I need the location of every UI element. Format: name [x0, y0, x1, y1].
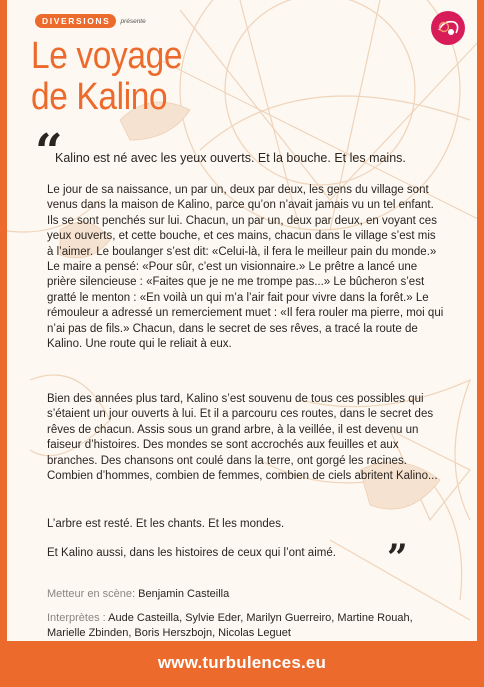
footer-bar [0, 641, 484, 687]
right-accent-bar [477, 0, 484, 687]
brand-header [35, 14, 146, 28]
left-accent-bar [0, 0, 7, 687]
director-credit [47, 587, 447, 602]
close-quote-icon: ” [387, 537, 408, 579]
director-label: Metteur en scène: [47, 588, 136, 600]
paragraph-2: Bien des années plus tard, Kalino s’est souvenu de tous ces possibles qui s’étaient un jour ouverts à lui. Et il a parcouru ces routes, dans le secret des rêves de chacun. Assis sous un grand arbre, à la veillée, il est devenu un faiseur d’histoires. Des mondes se sont accrochés aux feuilles et aux branches. Des chansons ont coulé dans la terre, ont gorgé les racines. Combien d’hommes, combien de femmes, combien de ciels abritent Kalino... [47, 393, 438, 483]
page-title [31, 36, 182, 118]
title-line-2: de Kalino [31, 76, 168, 118]
cast-names: Aude Casteilla, Sylvie Eder, Marilyn Guerreiro, Martine Rouah, Marielle Zbinden, Boris Herszbojn, Nicolas Leguet [47, 612, 413, 639]
footer-url-link[interactable]: www.turbulences.eu [157, 653, 327, 672]
turbulences-logo-icon [430, 10, 466, 46]
intro-paragraph: Kalino est né avec les yeux ouverts. Et la bouche. Et les mains. [55, 151, 406, 165]
cast-credit [47, 611, 447, 641]
paragraph-3: L’arbre est resté. Et les chants. Et les mondes. [47, 518, 285, 530]
paragraph-1: Le jour de sa naissance, un par un, deux par deux, les gens du village sont venus dans la maison de Kalino, parce qu’on n’avait jamais vu un tel enfant. Ils se sont penchés sur lui. Chacun, un par un, deux par deux, en voyant ces yeux ouverts, et cette bouche, et ces mains, chacun dans le village s’est mis à l’aimer. Le boulanger s’est dit: «Celui-là, il fera le meilleur pain du monde.» Le maire a pensé: «Pour sûr, c’est un visionnaire.» Le prêtre a lancé une prière silencieuse : «Faites que je ne me trompe pas...» Le bûcheron s’est gratté le menton : «En voilà un qui m’a l’air fait pour vivre dans la forêt.» Le rémouleur a adressé un remerciement muet : «Il fera rouler ma pierre, moi qui n’ai pas de fils.» Chacun, dans le secret de ses rêves, a tracé la route de Kalino. Une route qui le reliait à eux. [47, 184, 444, 351]
director-name: Benjamin Casteilla [138, 588, 230, 600]
open-quote-icon: “ [35, 124, 63, 180]
paragraph-4: Et Kalino aussi, dans les histoires de ceux qui l’ont aimé. [47, 547, 336, 559]
brand-logo: DIVERSIONS [35, 14, 116, 28]
cast-label: Interprètes : [47, 612, 106, 624]
title-line-1: Le voyage [31, 35, 183, 77]
brand-presents: présente [120, 17, 146, 25]
